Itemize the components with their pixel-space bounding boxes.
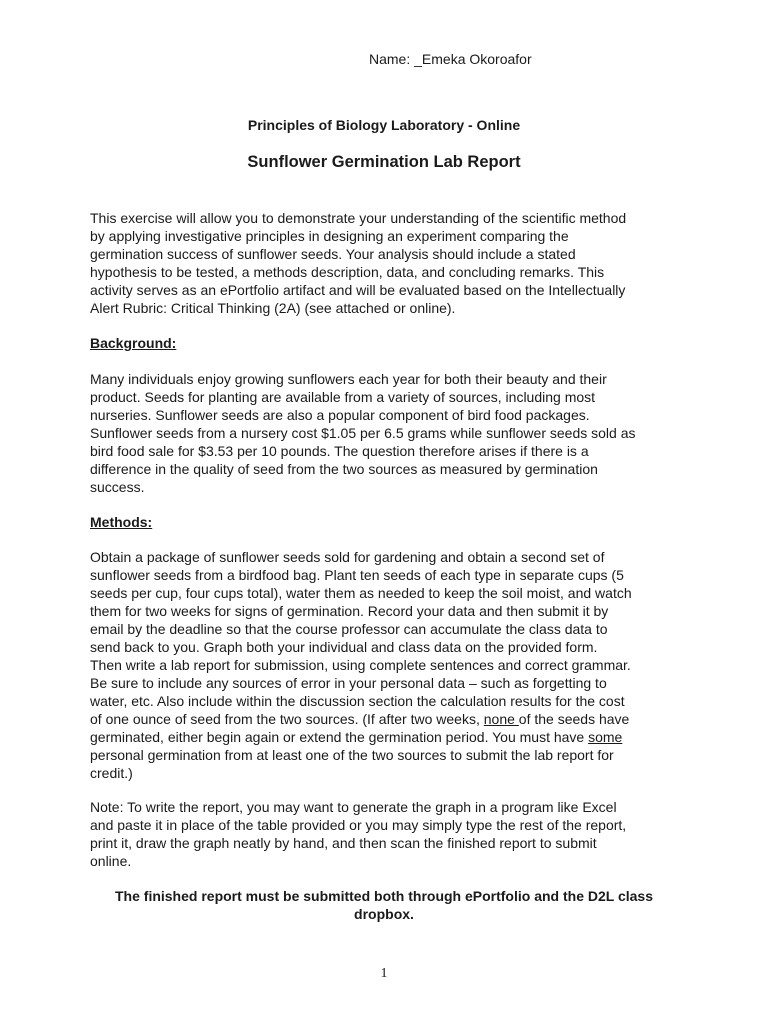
background-heading: Background: — [90, 335, 177, 351]
intro-line: hypothesis to be tested, a methods description, data, and concluding remarks. This — [90, 264, 605, 280]
submission-line: The finished report must be submitted both through ePortfolio and the D2L class — [115, 888, 653, 904]
intro-line: by applying investigative principles in designing an experiment comparing the — [90, 228, 569, 244]
methods-line — [90, 728, 690, 746]
methods-line: Then write a lab report for submission, using complete sentences and correct grammar. — [90, 657, 631, 673]
methods-section-heading — [90, 513, 690, 531]
intro-line: germination success of sunflower seeds. Your analysis should include a stated — [90, 246, 576, 262]
methods-line: seeds per cup, four cups total), water them as needed to keep the soil moist, and watch — [90, 585, 632, 601]
note-paragraph — [90, 798, 690, 870]
submission-requirement — [84, 887, 684, 923]
methods-line-text: germinated, either begin again or extend the germination period. You must have — [90, 729, 589, 745]
background-line: product. Seeds for planting are available from a variety of sources, including most — [90, 389, 596, 405]
methods-line: them for two weeks for signs of germination. Record your data and then submit it by — [90, 603, 609, 619]
background-line: difference in the quality of seed from the two sources as measured by germination — [90, 461, 598, 477]
methods-line — [90, 710, 690, 728]
page-number: 1 — [380, 966, 388, 981]
report-title: Sunflower Germination Lab Report — [247, 153, 521, 171]
intro-line: Alert Rubric: Critical Thinking (2A) (see attached or online). — [90, 300, 456, 316]
note-line: print it, draw the graph neatly by hand, and then scan the finished report to submit — [90, 835, 597, 851]
methods-line-text: of one ounce of seed from the two sources. (If after two weeks, — [90, 711, 484, 727]
background-section-heading — [90, 334, 690, 352]
course-title: Principles of Biology Laboratory - Online — [247, 117, 521, 133]
methods-line: credit.) — [90, 765, 133, 781]
background-line: nurseries. Sunflower seeds are also a popular component of bird food packages. — [90, 407, 590, 423]
background-line: Many individuals enjoy growing sunflowers each year for both their beauty and their — [90, 371, 607, 387]
emphasis-none: none — [483, 711, 519, 727]
background-line: bird food sale for $3.53 per 10 pounds. The question therefore arises if there is a — [90, 443, 589, 459]
methods-line: personal germination from at least one of the two sources to submit the lab report for — [90, 747, 614, 763]
background-line: success. — [90, 479, 145, 495]
intro-paragraph — [90, 209, 690, 317]
methods-heading: Methods: — [90, 514, 153, 530]
submission-line: dropbox. — [354, 906, 414, 922]
methods-line: water, etc. Also include within the discussion section the calculation results for the cost — [90, 693, 625, 709]
background-line: Sunflower seeds from a nursery cost $1.05 per 6.5 grams while sunflower seeds sold as — [90, 425, 636, 441]
intro-line: activity serves as an ePortfolio artifact and will be evaluated based on the Intellectually — [90, 282, 626, 298]
methods-line: send back to you. Graph both your individual and class data on the provided form. — [90, 639, 598, 655]
background-paragraph — [90, 370, 690, 496]
note-line: online. — [90, 853, 132, 869]
note-line: and paste it in place of the table provided or you may simply type the rest of the report, — [90, 817, 627, 833]
methods-line: email by the deadline so that the course professor can accumulate the class data to — [90, 621, 608, 637]
methods-line-text: of the seeds have — [518, 711, 630, 727]
student-name-line: Name: _Emeka Okoroafor — [369, 51, 532, 67]
intro-line: This exercise will allow you to demonstrate your understanding of the scientific method — [90, 210, 627, 226]
note-line: Note: To write the report, you may want to generate the graph in a program like Excel — [90, 799, 617, 815]
methods-paragraph — [90, 548, 690, 782]
methods-line: sunflower seeds from a birdfood bag. Plant ten seeds of each type in separate cups (5 — [90, 567, 624, 583]
methods-line: Be sure to include any sources of error in your personal data – such as forgetting to — [90, 675, 607, 691]
methods-line: Obtain a package of sunflower seeds sold for gardening and obtain a second set of — [90, 549, 605, 565]
emphasis-some: some — [588, 729, 623, 745]
